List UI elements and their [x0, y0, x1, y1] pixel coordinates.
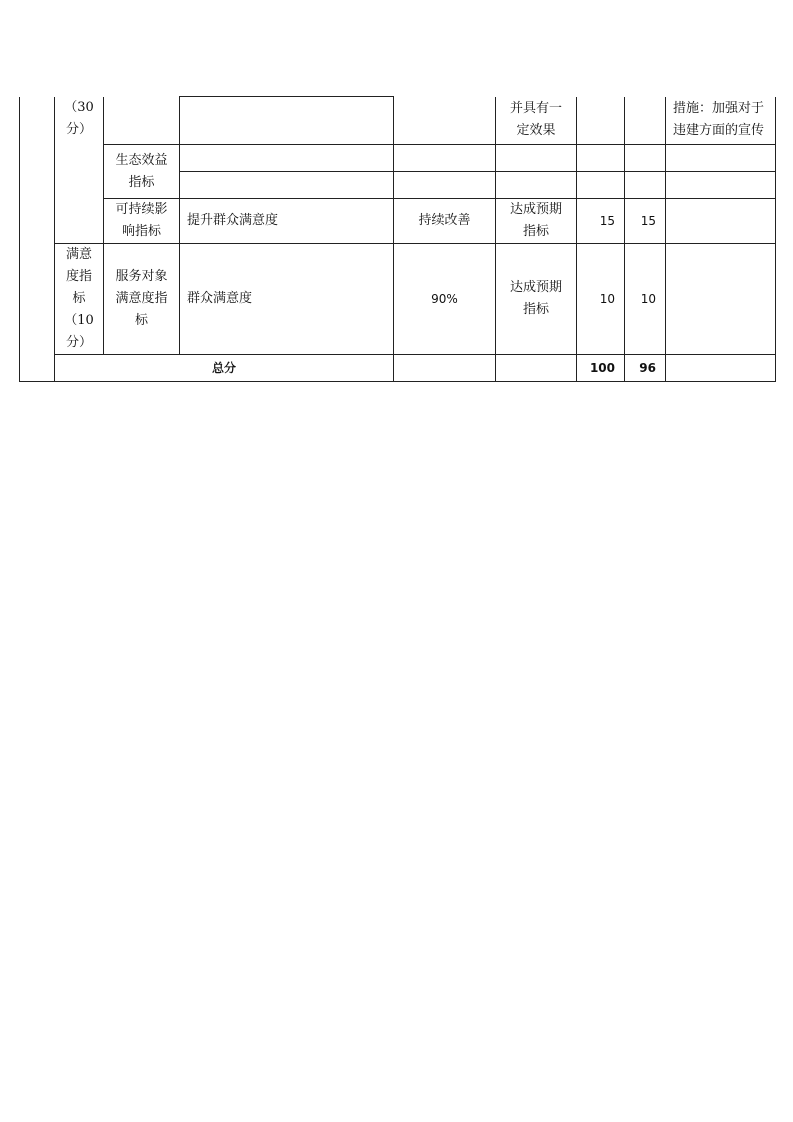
completion-text: 并具有一 定效果 — [509, 101, 562, 139]
weight-cell — [577, 145, 625, 172]
table-row — [20, 145, 776, 172]
total-label: 总分 — [211, 361, 236, 375]
target-cell — [394, 172, 496, 199]
total-weight-value: 100 — [589, 361, 615, 375]
weight-cell — [577, 199, 625, 244]
note-text: 措施：加强对于 违建方面的宣传 — [673, 101, 765, 139]
category-level3-cell — [104, 145, 180, 199]
note-cell — [666, 199, 776, 244]
total-row — [20, 355, 776, 382]
category-level3-cell — [104, 244, 180, 355]
indicator-cell — [180, 199, 394, 244]
indicator-cell — [180, 244, 394, 355]
category-level3-cell — [104, 97, 180, 145]
completion-cell — [496, 244, 577, 355]
category-level2-label: （30 分） — [64, 99, 94, 137]
completion-cell — [496, 199, 577, 244]
score-cell — [625, 244, 666, 355]
weight-cell — [577, 97, 625, 145]
total-score-value: 96 — [639, 361, 656, 375]
weight-value: 15 — [599, 214, 615, 228]
completion-cell — [496, 97, 577, 145]
note-cell — [666, 355, 776, 382]
category-level1-cell — [20, 97, 55, 382]
weight-value: 10 — [599, 292, 615, 306]
total-weight-cell — [577, 355, 625, 382]
category-level2-label: 满意 度指 标 （10 分） — [64, 247, 94, 350]
total-label-cell — [55, 355, 394, 382]
target-cell — [394, 199, 496, 244]
table-row — [20, 244, 776, 355]
weight-cell — [577, 172, 625, 199]
completion-text: 达成预期 指标 — [509, 202, 562, 239]
table-row — [20, 199, 776, 244]
note-cell — [666, 97, 776, 145]
performance-table — [19, 96, 776, 382]
score-value: 10 — [640, 292, 656, 306]
target-cell — [394, 97, 496, 145]
target-cell — [394, 244, 496, 355]
indicator-label: 群众满意度 — [187, 291, 253, 306]
score-cell — [625, 199, 666, 244]
indicator-label: 提升群众满意度 — [187, 213, 279, 228]
indicator-cell — [180, 97, 394, 145]
target-value: 90% — [431, 292, 458, 306]
score-cell — [625, 172, 666, 199]
category-level3-label: 服务对象 满意度指 标 — [115, 269, 168, 328]
indicator-cell — [180, 172, 394, 199]
category-level2-cell — [55, 97, 104, 244]
score-cell — [625, 145, 666, 172]
weight-cell — [577, 244, 625, 355]
table-row — [20, 97, 776, 145]
note-cell — [666, 172, 776, 199]
category-level3-label: 可持续影 响指标 — [115, 202, 168, 239]
category-level2-cell — [55, 244, 104, 355]
note-cell — [666, 244, 776, 355]
indicator-cell — [180, 145, 394, 172]
completion-cell — [496, 145, 577, 172]
score-value: 15 — [640, 214, 656, 228]
note-cell — [666, 145, 776, 172]
category-level3-cell — [104, 199, 180, 244]
completion-cell — [496, 355, 577, 382]
score-cell — [625, 97, 666, 145]
target-cell — [394, 355, 496, 382]
target-cell — [394, 145, 496, 172]
target-value: 持续改善 — [418, 213, 471, 228]
completion-cell — [496, 172, 577, 199]
total-score-cell — [625, 355, 666, 382]
completion-text: 达成预期 指标 — [509, 280, 562, 317]
category-level3-label: 生态效益 指标 — [115, 152, 168, 190]
